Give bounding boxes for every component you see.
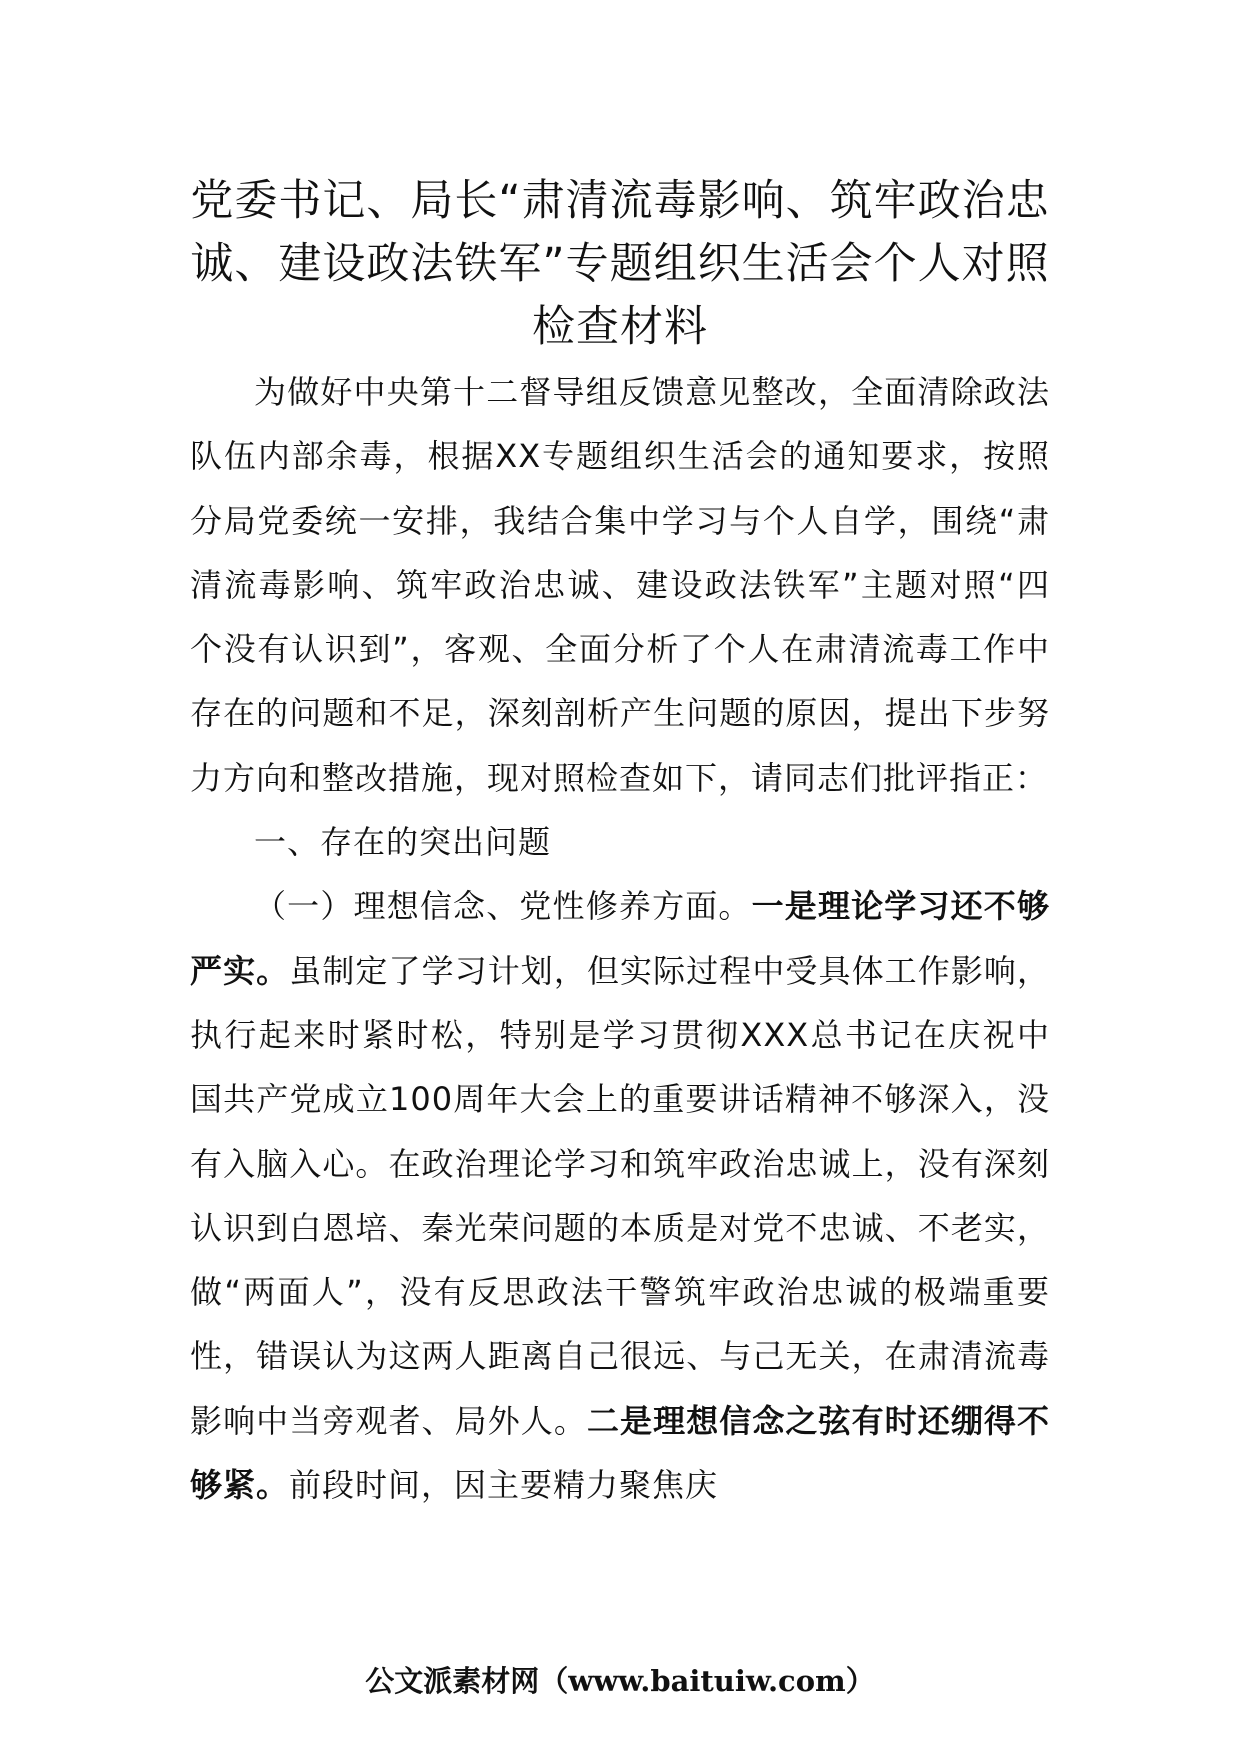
section-heading: 一、存在的突出问题 xyxy=(254,823,552,862)
point-1-text: 虽制定了学习计划，但实际过程中受具体工作影响，执行起来时紧时松，特别是学习贯彻XXX总书记在庆祝中国共产党成立100周年大会上的重要讲话精神不够深入，没有入脑入心。在政治理论学习和筑牢政治忠诚上，没有深刻认识到白恩培、秦光荣问题的本质是对党不忠诚、不老实，做“两面人”，没有反思政法干警筑牢政治忠诚的极端重要性，错误认为这两人距离自己很远、与己无关，在肃清流毒影响中当旁观者、局外人。 xyxy=(190,951,1050,1440)
point-1-heading: 一是理论学习还不够严实。 xyxy=(190,887,1050,990)
subsection-paragraph xyxy=(190,874,1050,1517)
footer-watermark: 公文派素材网（www.baituiw.com） xyxy=(365,1664,875,1698)
document-title: 党委书记、局长“肃清流毒影响、筑牢政治忠诚、建设政法铁军”专题组织生活会个人对照检查材料 xyxy=(190,176,1050,352)
document-body xyxy=(190,360,1050,1517)
point-2-text: 前段时间，因主要精力聚焦庆 xyxy=(289,1466,719,1505)
point-2-heading: 二是理想信念之弦有时还绷得不够紧。 xyxy=(190,1401,1050,1505)
subsection-lead: （一）理想信念、党性修养方面。 xyxy=(254,887,752,926)
intro-paragraph: 为做好中央第十二督导组反馈意见整改，全面清除政法队伍内部余毒，根据XX专题组织生活会的通知要求，按照分局党委统一安排，我结合集中学习与个人自学，围绕“肃清流毒影响、筑牢政治忠诚、建设政法铁军”主题对照“四个没有认识到”，客观、全面分析了个人在肃清流毒工作中存在的问题和不足，深刻剖析产生问题的原因，提出下步努力方向和整改措施，现对照检查如下，请同志们批评指正： xyxy=(190,373,1050,797)
